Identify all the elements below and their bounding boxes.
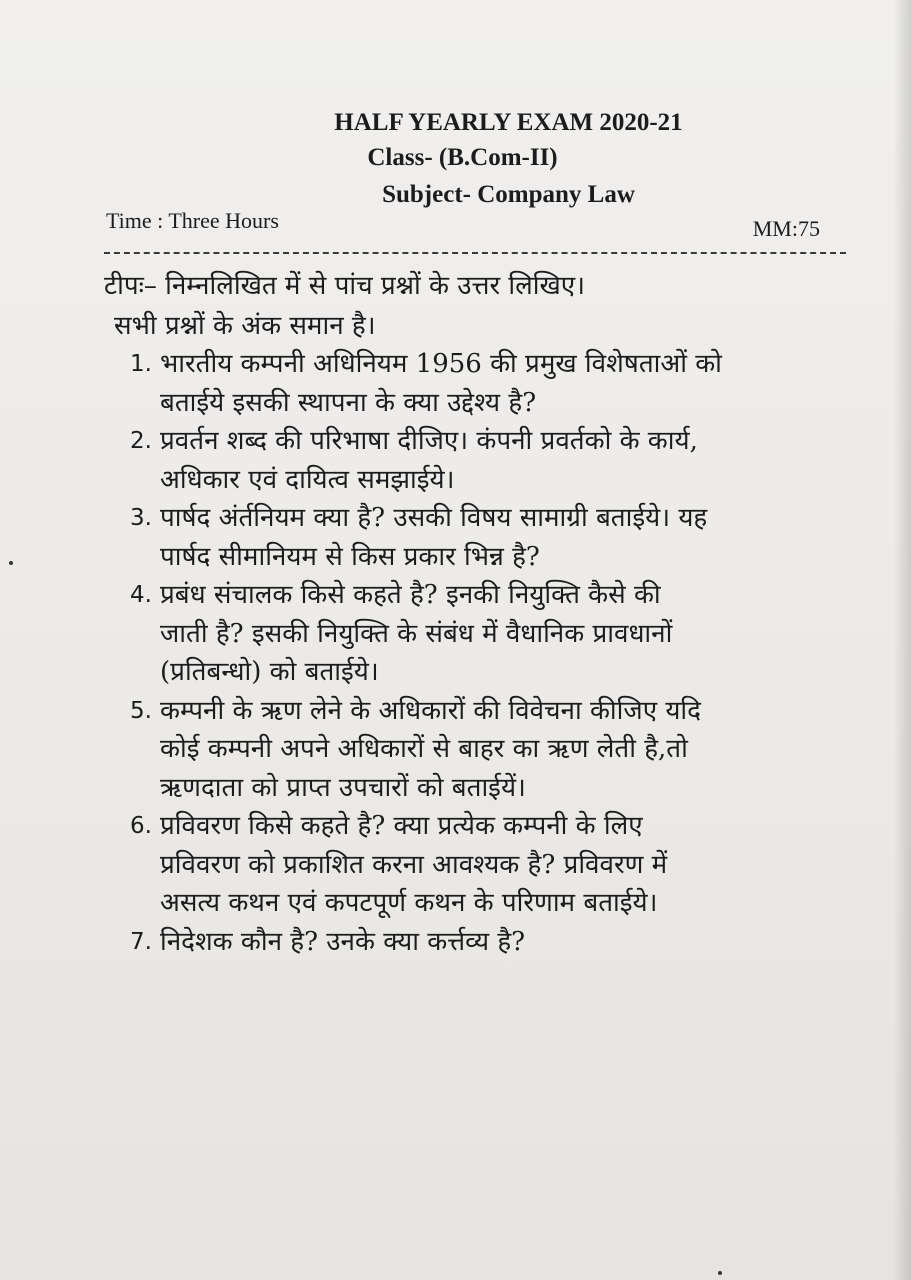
question-text-line: बताईये इसकी स्थापना के क्या उद्देश्य है? [160,387,537,418]
question-item [130,345,860,422]
instruction-line-1: टीपः– निम्नलिखित में से पांच प्रश्नों के उत्तर लिखिए। [104,271,585,301]
question-text-line: असत्य कथन एवं कपटपूर्ण कथन के परिणाम बताईये। [160,888,658,918]
question-number: 2. [130,428,152,454]
question-text-line: निदेशक कौन है? उनके क्या कर्त्तव्य है? [160,926,526,957]
max-marks-label: MM:75 [752,216,820,241]
question-text-line: पार्षद अंर्तनियम क्या है? उसकी विषय सामाग्री बताईये। यह [160,503,708,533]
question-text-line: प्रविवरण को प्रकाशित करना आवश्यक है? प्रविवरण में [160,849,668,880]
question-item [130,807,860,923]
instruction-line-2: सभी प्रश्नों के अंक समान है। [114,311,376,341]
question-text-line: भारतीय कम्पनी अधिनियम 1956 की प्रमुख विशेषताओं को [160,349,722,379]
question-text-line: प्रविवरण किसे कहते है? क्या प्रत्येक कम्पनी के लिए [160,811,643,841]
question-number: 1. [130,351,152,377]
class-line: Class- (B.Com-II) [367,144,558,171]
question-text-line: कोई कम्पनी अपने अधिकारों से बाहर का ऋण लेती है,तो [160,734,688,764]
question-item [130,692,860,808]
question-text-line: प्रवर्तन शब्द की परिभाषा दीजिए। कंपनी प्रवर्तको के कार्य, [160,426,698,456]
question-item [130,499,860,576]
question-text-line: कम्पनी के ऋण लेने के अधिकारों की विवेचना कीजिए यदि [160,695,701,726]
question-item [130,923,860,962]
instruction-block [104,266,844,346]
exam-title: HALF YEARLY EXAM 2020-21 [334,109,683,136]
time-label: Time : Three Hours [106,208,279,233]
question-text-line: (प्रतिबन्धो) को बताईये। [160,657,379,687]
question-number: 4. [130,582,152,608]
paper-speck [718,1271,722,1275]
question-text-line: जाती है? इसकी नियुक्ति के संबंध में वैधानिक प्रावधानों [160,618,673,649]
question-text-line: पार्षद सीमानियम से किस प्रकार भिन्न है? [160,541,540,572]
question-text-line: ऋणदाता को प्राप्त उपचारों को बताईयें। [160,772,526,803]
time-marks-row [106,208,826,242]
question-number: 7. [130,928,152,955]
subject-line: Subject- Company Law [382,181,635,208]
question-number: 3. [130,505,152,531]
question-number: 6. [130,813,152,839]
question-list [130,345,860,961]
question-text-line: अधिकार एवं दायित्व समझाईये। [160,464,455,495]
question-item [130,422,860,499]
question-item [130,576,860,692]
question-number: 5. [130,697,152,724]
dashed-divider [104,252,846,254]
paper-speck [9,561,13,565]
question-text-line: प्रबंध संचालक किसे कहते है? इनकी नियुक्ति कैसे की [160,580,661,610]
